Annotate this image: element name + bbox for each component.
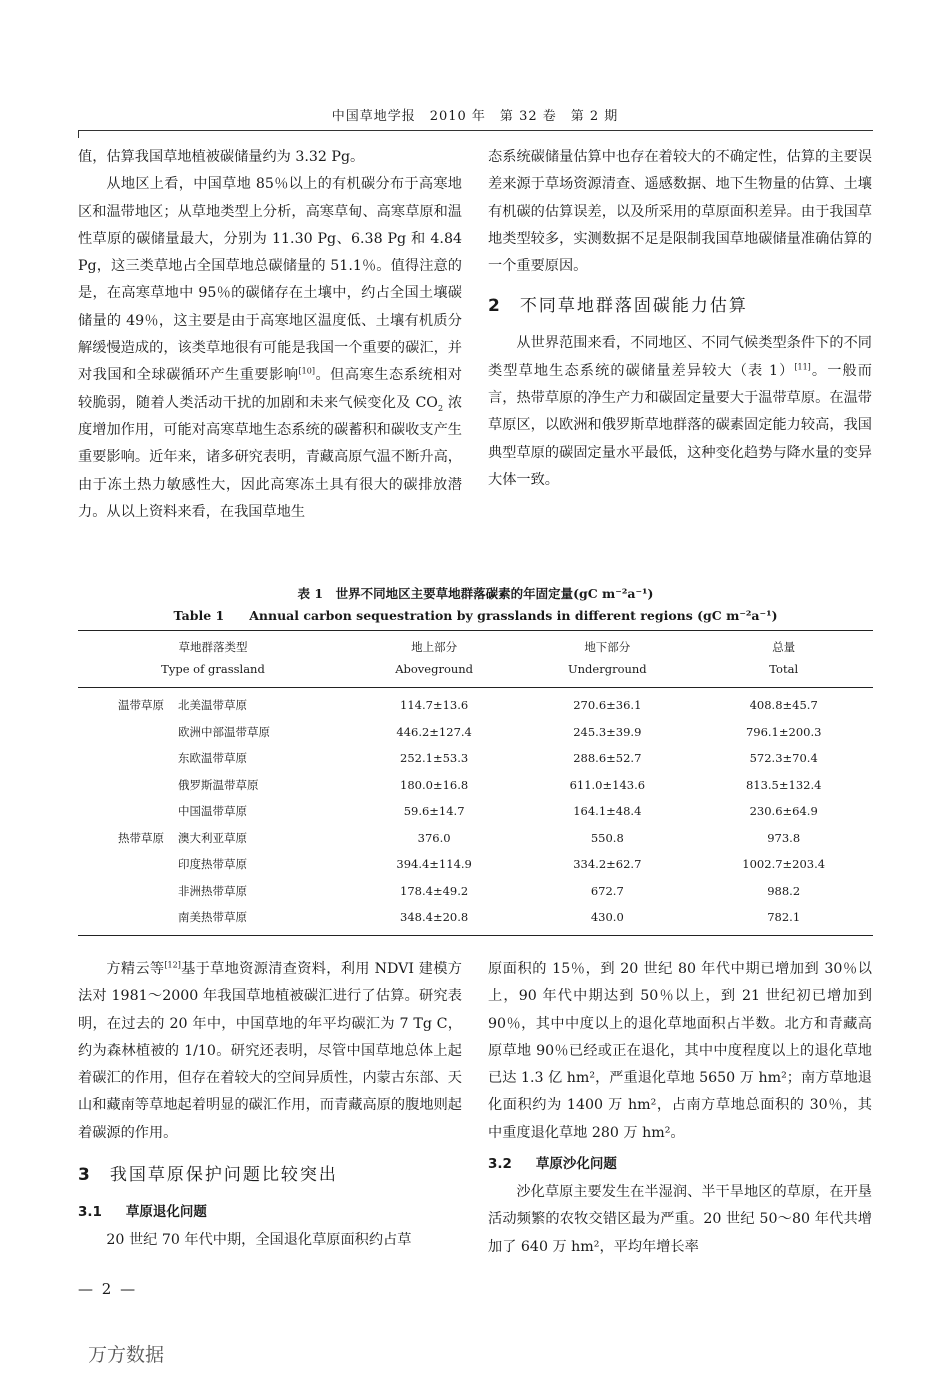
cell-total: 813.5±132.4 <box>745 777 822 792</box>
table-row <box>78 851 873 878</box>
paragraph: 原面积的 15％，到 20 世纪 80 年代中期已增加到 30％以上，90 年代中期达到 50％以上，到 21 世纪初已增加到 90％，其中中度以上的退化草地面积占半数。北方和青藏高原草地 90％已经或正在退化，其中中度程度以上的退化草地已达 1.3 亿 hm²，严重退化草地 5650 万 hm²；南方草地退化面积约为 1400 万 hm²，占南方草地总面积的 30％，其中重度退化草地 280 万 hm²。 <box>488 961 872 1141</box>
cell-zone <box>78 851 178 878</box>
header-total-en: Total <box>694 658 873 688</box>
cell-zone <box>78 798 178 825</box>
cell-zone <box>78 878 178 905</box>
paragraph: 值，估算我国草地植被碳储量约为 3.32 Pg。 <box>78 149 365 165</box>
section-heading: 3 我国草原保护问题比较突出 <box>78 1165 338 1186</box>
table-row <box>78 825 873 852</box>
citation: [11] <box>794 362 811 372</box>
data-table <box>78 630 873 936</box>
citation: [12] <box>164 960 181 970</box>
cell-aboveground: 446.2±127.4 <box>396 724 472 739</box>
cell-underground: 430.0 <box>520 904 694 935</box>
cell-total: 796.1±200.3 <box>745 724 822 739</box>
table-body <box>78 688 873 936</box>
cell-underground: 334.2±62.7 <box>573 857 642 872</box>
cell-underground: 270.6±36.1 <box>573 698 642 713</box>
header-above-en: Aboveground <box>348 658 520 688</box>
header-tick <box>78 130 79 138</box>
header-under-cn: 地下部分 <box>520 631 694 659</box>
cell-zone: 温带草原 <box>118 698 164 713</box>
page-number: — 2 — <box>78 1280 138 1298</box>
column-left-top <box>78 144 462 526</box>
cell-total: 230.6±64.9 <box>749 804 818 819</box>
cell-zone <box>78 904 178 935</box>
paragraph: 沙化草原主要发生在半湿润、半干旱地区的草原，在开垦活动频繁的农牧交错区最为严重。20 世纪 50～80 年代共增加了 640 万 hm²，平均年增长率 <box>488 1184 872 1255</box>
paragraph: 态系统碳储量估算中也存在着较大的不确定性，估算的主要误差来源于草场资源清查、遥感数据、地下生物量的估算、土壤有机碳的估算误差，以及所采用的草原面积差异。由于我国草地类型较多，实测数据不足是限制我国草地碳储量准确估算的一个重要原因。 <box>488 149 872 275</box>
cell-type: 北美温带草原 <box>178 698 247 713</box>
paragraph: 方精云等[12]基于草地资源清查资料，利用 NDVI 建模方法对 1981～2000 年我国草地植被碳汇进行了估算。研究表明，在过去的 20 年中，中国草地的年平均碳汇为 7 Tg C，约为森林植被的 1/10。研究还表明，尽管中国草地总体上起着碳汇的作用，但存在着较大的空间异质性，内蒙古东部、天山和藏南等草地起着明显的碳汇作用，而青藏高原的腹地则起着碳源的作用。 <box>78 960 462 1141</box>
cell-aboveground: 252.1±53.3 <box>400 751 469 766</box>
cell-total: 572.3±70.4 <box>749 751 818 766</box>
cell-zone: 热带草原 <box>118 830 164 845</box>
cell-type: 南美热带草原 <box>178 904 348 935</box>
cell-total: 973.8 <box>767 830 801 845</box>
header-rule <box>78 130 873 131</box>
cell-type: 东欧温带草原 <box>178 751 247 766</box>
cell-total: 408.8±45.7 <box>749 698 818 713</box>
table-row <box>78 745 873 772</box>
header-under-en: Underground <box>520 658 694 688</box>
cell-total: 1002.7±203.4 <box>742 857 826 872</box>
column-right-bottom <box>488 956 872 1261</box>
cell-type: 中国温带草原 <box>178 804 247 819</box>
cell-aboveground: 348.4±20.8 <box>348 904 520 935</box>
cell-zone <box>78 772 178 799</box>
cell-underground: 245.3±39.9 <box>573 724 642 739</box>
cell-type: 俄罗斯温带草原 <box>178 777 259 792</box>
paragraph: 20 世纪 70 年代中期，全国退化草原面积约占草 <box>106 1232 412 1249</box>
column-right-top <box>488 144 872 494</box>
header-type-cn: 草地群落类型 <box>78 631 348 659</box>
cell-aboveground: 59.6±14.7 <box>403 804 465 819</box>
cell-total: 988.2 <box>767 883 801 898</box>
cell-type: 印度热带草原 <box>178 857 247 872</box>
cell-type: 欧洲中部温带草原 <box>178 724 270 739</box>
cell-aboveground: 178.4±49.2 <box>400 883 469 898</box>
table-caption-cn: 表 1 世界不同地区主要草地群落碳素的年固定量(gC m⁻²a⁻¹) <box>297 586 654 601</box>
cell-aboveground: 114.7±13.6 <box>400 698 469 713</box>
header-type-en: Type of grassland <box>78 658 348 688</box>
cell-underground: 611.0±143.6 <box>569 777 646 792</box>
paragraph: 从地区上看，中国草地 85％以上的有机碳分布于高寒地区和温带地区；从草地类型上分析，高寒草甸、高寒草原和温性草原的碳储量最大，分别为 11.30 Pg、6.38 Pg 和 4.84 Pg，这三类草地占全国草地总碳储量的 51.1％。值得注意的是，在高寒草地中 95％的碳储存在土壤中，约占全国土壤碳储量的 49％，这主要是由于高寒地区温度低、土壤有机质分解缓慢造成的，该类草地很有可能是我国一个重要的碳汇，并对我国和全球碳循环产生重要影响[10]。但高寒生态系统相对较脆弱，随着人类活动干扰的加剧和未来气候变化及 $CO_2$ 浓度增加作用，可能对高寒草地生态系统的碳蓄积和碳收支产生重要影响。近年来，诸多研究表明，青藏高原气温不断升高，由于冻土热力敏感性大，因此高寒冻土具有很大的碳排放潜力。从以上资料来看，在我国草地生 <box>78 176 463 520</box>
cell-aboveground: 180.0±16.8 <box>400 777 469 792</box>
subsection-heading: 3.2 草原沙化问题 <box>488 1156 617 1173</box>
cell-underground: 672.7 <box>590 883 624 898</box>
table-row <box>78 688 873 719</box>
table-row <box>78 798 873 825</box>
header-total-cn: 总量 <box>694 631 873 659</box>
subsection-heading: 3.1 草原退化问题 <box>78 1204 207 1221</box>
cell-type: 澳大利亚草原 <box>178 830 247 845</box>
cell-underground: 164.1±48.4 <box>573 804 642 819</box>
running-header: 中国草地学报 2010 年 第 32 卷 第 2 期 <box>331 109 619 124</box>
watermark: 万方数据 <box>88 1344 165 1366</box>
cell-type: 非洲热带草原 <box>178 883 247 898</box>
cell-zone <box>78 719 178 746</box>
cell-total: 782.1 <box>694 904 873 935</box>
header-above-cn: 地上部分 <box>348 631 520 659</box>
table-row <box>78 772 873 799</box>
table-caption-en: Table 1 Annual carbon sequestration by grasslands in different regions (gC m⁻²a⁻¹) <box>173 608 778 623</box>
table-row <box>78 904 873 935</box>
citation: [10] <box>298 366 315 376</box>
cell-aboveground: 376.0 <box>417 830 451 845</box>
section-heading: 2 不同草地群落固碳能力估算 <box>488 296 748 317</box>
table-row <box>78 878 873 905</box>
cell-zone <box>78 745 178 772</box>
cell-underground: 288.6±52.7 <box>573 751 642 766</box>
column-left-bottom <box>78 956 462 1254</box>
table-row <box>78 719 873 746</box>
cell-underground: 550.8 <box>590 830 624 845</box>
cell-aboveground: 394.4±114.9 <box>396 857 472 872</box>
paragraph: 从世界范围来看，不同地区、不同气候类型条件下的不同类型草地生态系统的碳储量差异较大（表 1）[11]。一般而言，热带草原的净生产力和碳固定量要大于温带草原。在温带草原区，以欧洲和俄罗斯草地群落的碳素固定能力较高，我国典型草原的碳固定量水平最低，这种变化趋势与降水量的变异大体一致。 <box>488 335 872 488</box>
